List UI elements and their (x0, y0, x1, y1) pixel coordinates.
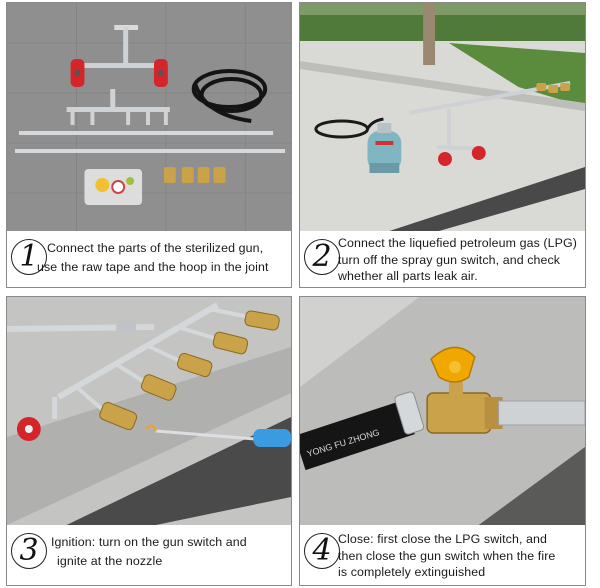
step-1-panel (6, 2, 292, 288)
step-3-caption (7, 527, 291, 583)
hose-print: YONG FU ZHONG (305, 427, 381, 459)
step-1-caption (7, 233, 291, 288)
step-2-panel (299, 2, 586, 288)
step-4-photo (300, 297, 585, 525)
step-2-caption (300, 233, 585, 288)
step-number: 2 (312, 239, 332, 274)
step-4-caption (300, 527, 585, 583)
step-4-text (338, 531, 581, 581)
step-1-line-2: use the raw tape and the hoop in the joint (37, 259, 269, 274)
step-number: 4 (312, 533, 332, 568)
step-4-panel (299, 296, 586, 586)
step-3-text (51, 533, 287, 570)
lighter (253, 429, 291, 447)
step-number: 3 (19, 533, 39, 568)
step-2-line-2: turn off the spray gun switch, and check (338, 252, 561, 267)
step-number: 1 (19, 239, 39, 274)
fittings-bag (84, 169, 142, 205)
step-3-panel (6, 296, 292, 586)
step-4-line-3: is completely extinguished (338, 565, 486, 579)
step-2-line-1: Connect the liquefied petroleum gas (LPG) (338, 236, 577, 250)
step-3-photo (7, 297, 291, 525)
step-2-text (338, 235, 581, 285)
step-1-line-1: Connect the parts of the sterilized gun, (47, 241, 264, 255)
step-3-line-2: ignite at the nozzle (57, 553, 163, 568)
step-4-line-2: then close the gun switch when the fire (338, 548, 556, 563)
step-2-photo (300, 3, 585, 231)
step-2-line-3: whether all parts leak air. (338, 269, 478, 283)
step-3-line-1: Ignition: turn on the gun switch and (51, 535, 247, 549)
step-1-text (37, 239, 287, 276)
step-4-line-1: Close: first close the LPG switch, and (338, 532, 548, 546)
step-1-photo (7, 3, 291, 231)
